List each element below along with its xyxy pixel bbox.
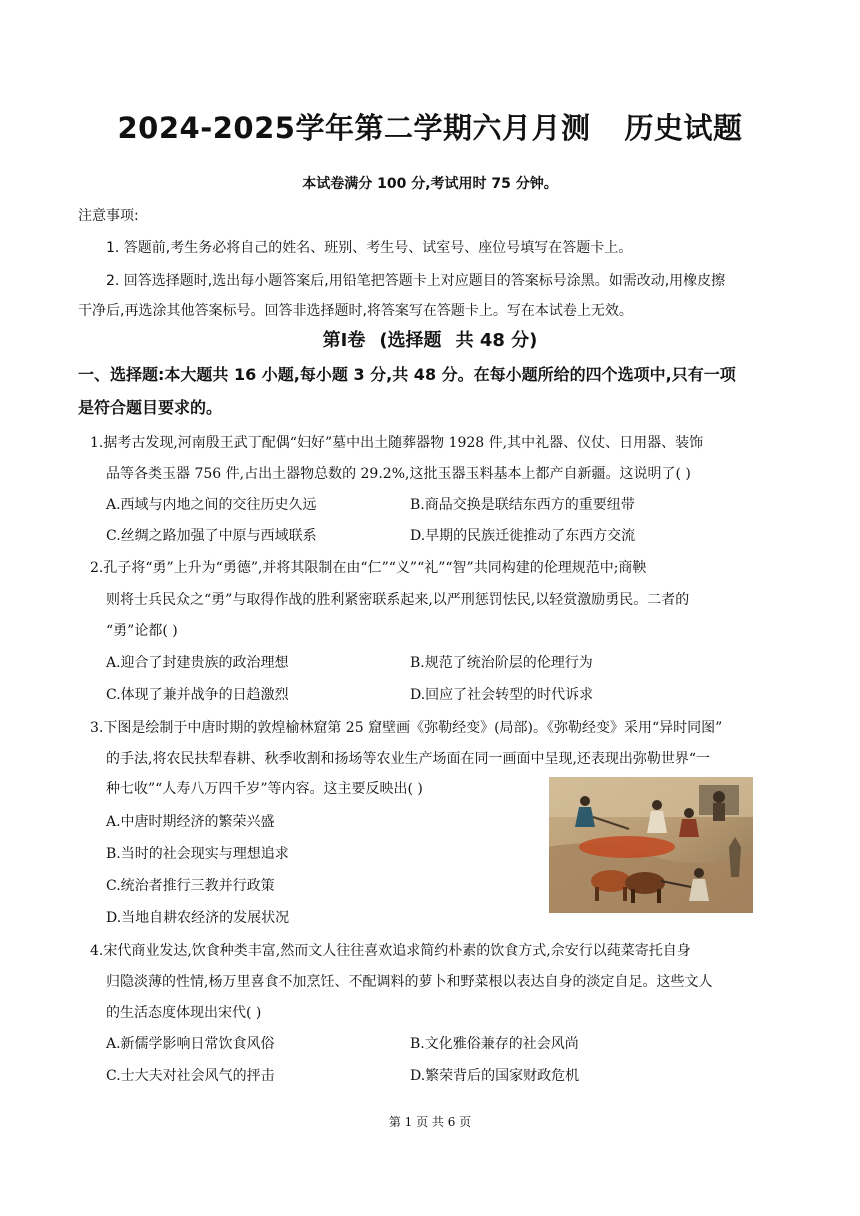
notice-item-2-line-2: 干净后,再选涂其他答案标号。回答非选择题时,将答案写在答题卡上。写在本试卷上无效。 [78,303,633,319]
question-4-line-2: 归隐淡薄的性情,杨万里喜食不加烹饪、不配调料的萝卜和野菜根以表达自身的淡定自足。这些文人 [106,974,713,990]
question-2-option-b[interactable]: B.规范了统治阶层的伦理行为 [410,655,593,671]
question-2-option-c[interactable]: C.体现了兼并战争的日趋激烈 [106,687,289,703]
exam-title [0,106,860,147]
question-4-line-3: 的生活态度体现出宋代( ) [106,1005,262,1021]
question-4-option-b[interactable]: B.文化雅俗兼存的社会风尚 [410,1036,579,1052]
question-4-line-1: 4.宋代商业发达,饮食种类丰富,然而文人往往喜欢追求简约朴素的饮食方式,佘安行以莼菜寄托自身 [90,943,691,959]
section-part: 第Ⅰ卷 [322,330,366,351]
question-2-line-2: 则将士兵民众之“勇”与取得作战的胜利紧密联系起来,以严刑惩罚怯民,以轻赏激励勇民。二者的 [106,592,690,608]
question-2-option-d[interactable]: D.回应了社会转型的时代诉求 [410,687,594,703]
question-1-option-d[interactable]: D.早期的民族迁徙推动了东西方交流 [410,528,636,544]
question-3-option-b[interactable]: B.当时的社会现实与理想追求 [106,846,289,862]
question-3-option-c[interactable]: C.统治者推行三教并行政策 [106,878,275,894]
page-footer: 第 1 页 共 6 页 [388,1115,472,1129]
section-score: 共 48 分) [455,330,538,351]
question-3-line-1: 3.下图是绘制于中唐时期的敦煌榆林窟第 25 窟壁画《弥勒经变》(局部)。《弥勒经变》采用“异时同图” [90,720,723,736]
question-4-option-c[interactable]: C.士大夫对社会风气的抨击 [106,1068,275,1084]
notice-item-2-line-1: 2. 回答选择题时,选出每小题答案后,用铅笔把答题卡上对应题目的答案标号涂黑。如需改动,用橡皮擦 [106,273,726,289]
title-year: 2024-2025 [117,111,296,145]
part-instructions-line-2: 是符合题目要求的。 [78,398,223,417]
mural-painting-icon [549,777,753,913]
part-instructions-line-1: 一、选择题:本大题共 16 小题,每小题 3 分,共 48 分。在每小题所给的四个选项中,只有一项 [78,365,736,384]
exam-subtitle: 本试卷满分 100 分,考试用时 75 分钟。 [302,176,558,192]
question-4-option-d[interactable]: D.繁荣背后的国家财政危机 [410,1068,580,1084]
question-2-line-3: “勇”论都( ) [106,623,178,639]
title-subject: 历史试题 [624,111,743,145]
question-1-option-a[interactable]: A.西域与内地之间的交往历史久远 [106,497,317,513]
section-type: (选择题 [379,330,442,351]
question-3-option-d[interactable]: D.当地自耕农经济的发展状况 [106,910,290,926]
question-1-option-b[interactable]: B.商品交换是联结东西方的重要纽带 [410,497,635,513]
question-2-line-1: 2.孔子将“勇”上升为“勇德”,并将其限制在由“仁”“义”“礼”“智”共同构建的伦理规范中;商鞅 [90,560,647,576]
question-1-option-c[interactable]: C.丝绸之路加强了中原与西域联系 [106,528,317,544]
question-3-option-a[interactable]: A.中唐时期经济的繁荣兴盛 [106,814,275,830]
section-heading [0,326,860,352]
notice-heading: 注意事项: [78,208,139,224]
question-1-line-1: 1.据考古发现,河南殷王武丁配偶“妇好”墓中出土随葬器物 1928 件,其中礼器、仪仗、日用器、装饰 [90,435,704,451]
question-1-line-2: 品等各类玉器 756 件,占出土器物总数的 29.2%,这批玉器玉料基本上都产自新疆。这说明了( ) [106,466,691,482]
question-4-option-a[interactable]: A.新儒学影响日常饮食风俗 [106,1036,275,1052]
question-3-line-3: 种七收”“人寿八万四千岁”等内容。这主要反映出( ) [106,781,423,797]
question-3-line-2: 的手法,将农民扶犁春耕、秋季收割和扬场等农业生产场面在同一画面中呈现,还表现出弥勒世界“一 [106,751,711,767]
title-main: 学年第二学期六月月测 [295,111,591,145]
mural-image [549,777,753,913]
notice-item-1: 1. 答题前,考生务必将自己的姓名、班别、考生号、试室号、座位号填写在答题卡上。 [106,240,633,256]
question-2-option-a[interactable]: A.迎合了封建贵族的政治理想 [106,655,289,671]
